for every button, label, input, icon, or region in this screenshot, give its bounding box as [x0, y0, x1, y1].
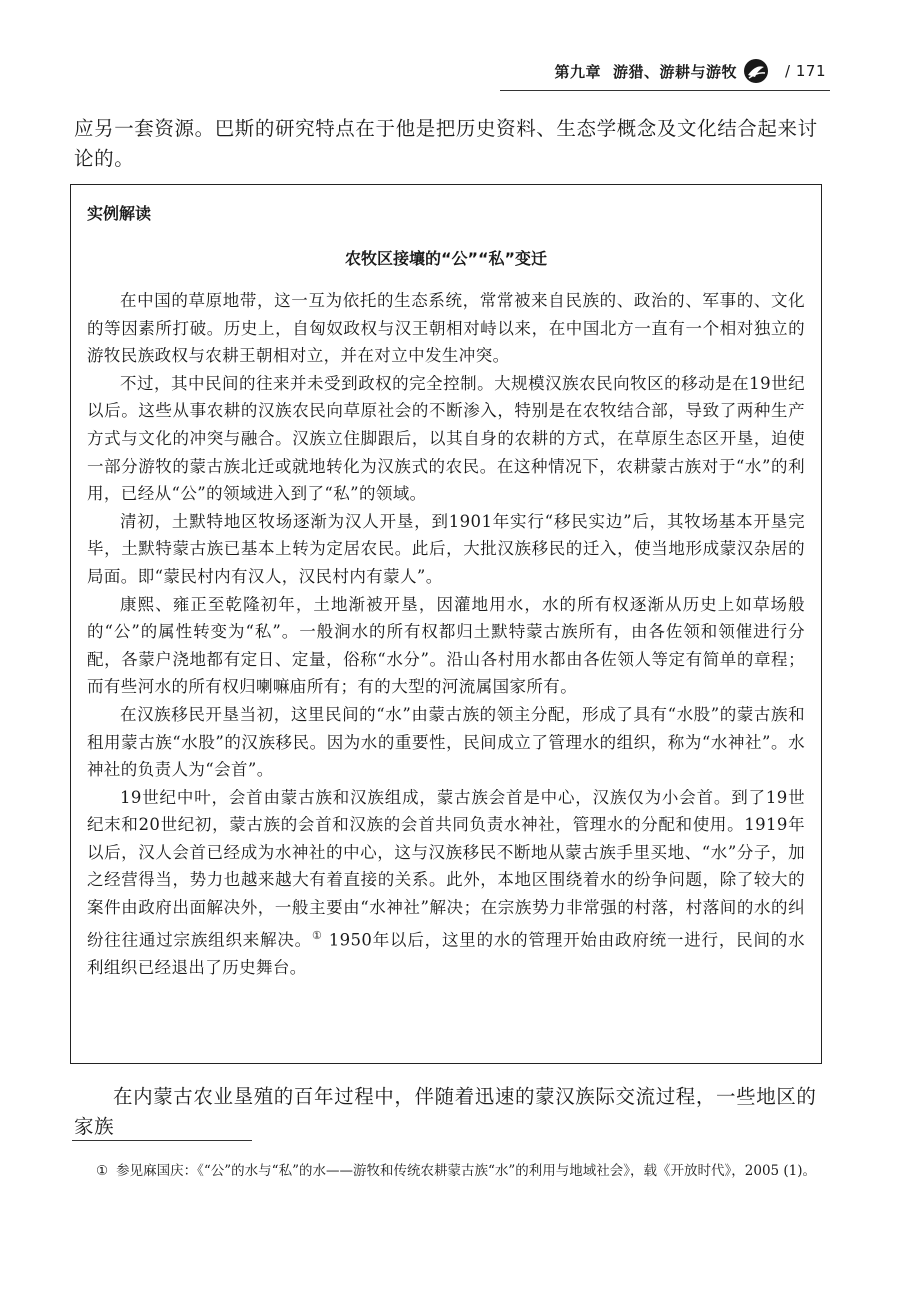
case-paragraph: 清初，土默特地区牧场逐渐为汉人开垦，到1901年实行“移民实边”后，其牧场基本开垦完毕，土默特蒙古族已基本上转为定居农民。此后，大批汉族移民的迁入，使当地形成蒙汉杂居的局面。即“蒙民村内有汉人，汉民村内有蒙人”。: [87, 511, 805, 586]
case-paragraph: 在中国的草原地带，这一互为依托的生态系统，常常被来自民族的、政治的、军事的、文化的等因素所打破。历史上，自匈奴政权与汉王朝相对峙以来，在中国北方一直有一个相对独立的游牧民族政权与农耕王朝相对立，并在对立中发生冲突。: [87, 291, 805, 366]
case-paragraph: 不过，其中民间的往来并未受到政权的完全控制。大规模汉族农民向牧区的移动是在19世纪以后。这些从事农耕的汉族农民向草原社会的不断渗入，特别是在农牧结合部，导致了两种生产方式与文化的冲突与融合。汉族立住脚跟后，以其自身的农耕的方式，在草原生态区开垦，迫使一部分游牧的蒙古族北迁或就地转化为汉族式的农民。在这种情况下，农耕蒙古族对于“水”的利用，已经从“公”的领域进入到了“私”的领域。: [87, 373, 805, 504]
chapter-title: 游猎、游耕与游牧: [613, 62, 738, 81]
footnote-text: 参见麻国庆：《“公”的水与“私”的水——游牧和传统农耕蒙古族“水”的利用与地域社会》，载《开放时代》，2005 (1)。: [116, 1163, 817, 1179]
footnote-rule: [72, 1140, 252, 1141]
page-number: / 171: [785, 62, 826, 80]
footnote-number: ①: [96, 1163, 109, 1179]
header-rule: [500, 90, 830, 91]
case-paragraph-text: 19世纪中叶，会首由蒙古族和汉族组成，蒙古族会首是中心，汉族仅为小会首。到了19世纪末和20世纪初，蒙古族的会首和汉族的会首共同负责水神社，管理水的分配和使用。1919年以后，汉人会首已经成为水神社的中心，这与汉族移民不断地从蒙古族手里买地、“水”分子，加之经营得当，势力也越来越大有着直接的关系。此外，本地区围绕着水的纷争问题，除了较大的案件由政府出面解决外，一般主要由“水神社”解决；在宗族势力非常强的村落，村落间的水的纠纷往往通过宗族组织来解决。: [87, 787, 805, 950]
case-study-box: [70, 184, 822, 1064]
chapter-number: 第九章: [554, 62, 602, 81]
footnote-reference[interactable]: ①: [312, 928, 323, 942]
case-paragraph-last: [87, 784, 805, 982]
body-paragraph-bottom: 在内蒙古农业垦殖的百年过程中，伴随着迅速的蒙汉族际交流过程，一些地区的家族: [74, 1085, 817, 1138]
body-paragraph-top: 应另一套资源。巴斯的研究特点在于他是把历史资料、生态学概念及文化结合起来讨论的。: [74, 117, 818, 170]
case-paragraph: 康熙、雍正至乾隆初年，土地渐被开垦，因灌地用水，水的所有权逐渐从历史上如草场般的“公”的属性转变为“私”。一般涧水的所有权都归土默特蒙古族所有，由各佐领和领催进行分配，各蒙户浇地都有定日、定量，俗称“水分”。沿山各村用水都由各佐领人等定有简单的章程；而有些河水的所有权归喇嘛庙所有；有的大型的河流属国家所有。: [87, 594, 805, 697]
case-label: 实例解读: [87, 204, 152, 223]
leaf-emblem-icon: [743, 58, 769, 84]
footnote: [74, 1158, 826, 1184]
running-header: [555, 54, 826, 88]
case-title: 农牧区接壤的“公”“私”变迁: [344, 249, 548, 268]
case-paragraph-tail: 1950年以后，这里的水的管理开始由政府统一进行，民间的水利组织已经退出了历史舞台。: [87, 930, 805, 977]
case-paragraph: 在汉族移民开垦当初，这里民间的“水”由蒙古族的领主分配，形成了具有“水股”的蒙古族和租用蒙古族“水股”的汉族移民。因为水的重要性，民间成立了管理水的组织，称为“水神社”。水神社的负责人为“会首”。: [87, 704, 805, 780]
